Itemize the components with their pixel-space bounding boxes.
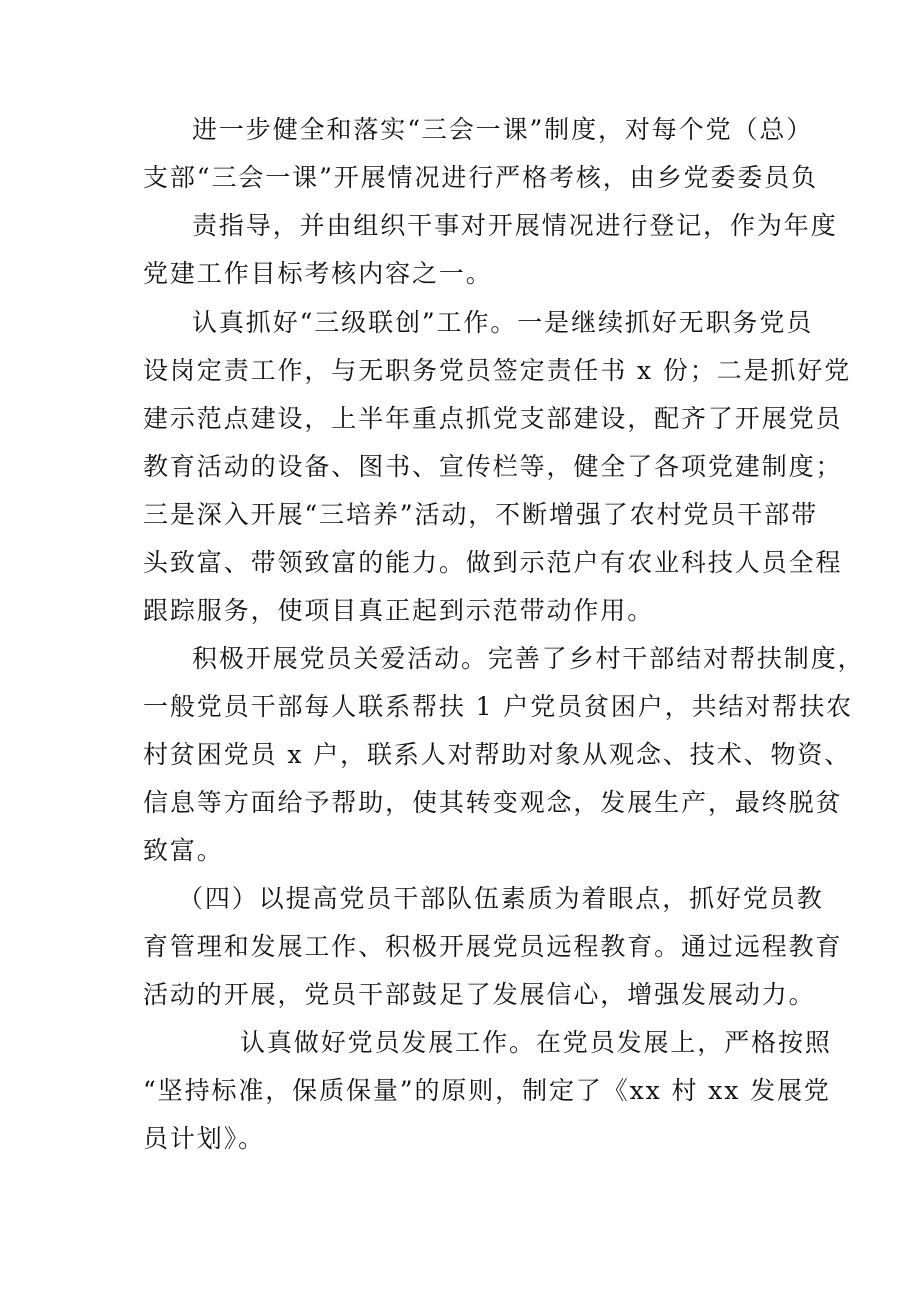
text-line: 三是深入开展“三培养”活动，不断增强了农村党员干部带 [143,500,818,529]
text-line: （四）以提高党员干部队伍素质为着眼点，抓好党员教 [178,884,824,913]
text-line: 跟踪服务，使项目真正起到示范带动作用。 [143,596,655,625]
text-line: 头致富、带领致富的能力。做到示范户有农业科技人员全程 [143,548,843,577]
text-line: “坚持标准，保质保量”的原则，制定了《xx 村 xx 发展党 [143,1076,831,1105]
text-line: 党建工作目标考核内容之一。 [143,259,493,288]
text-line: 员计划》。 [143,1124,266,1153]
text-line: 认真做好党员发展工作。在党员发展上，严格按照 [240,1028,832,1057]
text-line: 教育活动的设备、图书、宣传栏等，健全了各项党建制度； [143,452,843,481]
text-line: 支部“三会一课”开展情况进行严格考核，由乡党委委员负 [143,163,818,192]
text-line: 积极开展党员关爱活动。完善了乡村干部结对帮扶制度， [192,644,865,673]
text-line: 育管理和发展工作、积极开展党员远程教育。通过远程教育 [143,932,843,961]
text-line: 建示范点建设，上半年重点抓党支部建设，配齐了开展党员 [143,404,843,433]
text-line: 村贫困党员 x 户，联系人对帮助对象从观念、技术、物资、 [143,740,852,769]
text-line: 一般党员干部每人联系帮扶 1 户党员贫困户，共结对帮扶农 [143,692,854,721]
text-line: 责指导，并由组织干事对开展情况进行登记，作为年度 [192,211,838,240]
text-line: 认真抓好“三级联创”工作。一是继续抓好无职务党员 [192,308,814,337]
text-line: 进一步健全和落实“三会一课”制度，对每个党（总） [192,115,814,144]
text-line: 活动的开展，党员干部鼓足了发展信心，增强发展动力。 [143,980,816,1009]
text-line: 信息等方面给予帮助，使其转变观念，发展生产，最终脱贫 [143,788,843,817]
text-line: 致富。 [143,836,224,865]
text-line: 设岗定责工作，与无职务党员签定责任书 x 份；二是抓好党 [143,356,852,385]
